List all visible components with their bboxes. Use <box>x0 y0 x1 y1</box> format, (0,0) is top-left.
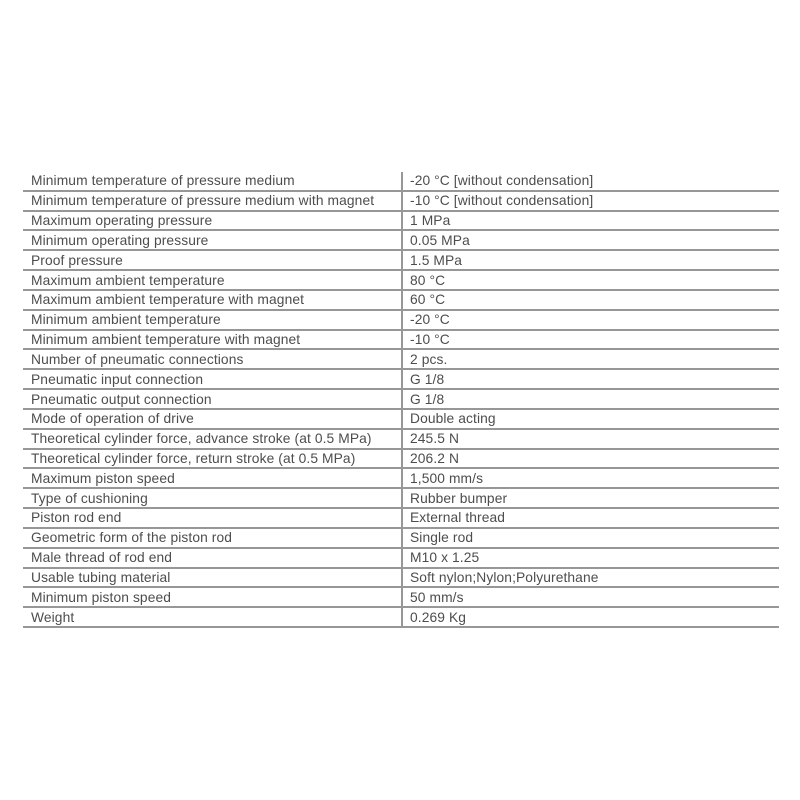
spec-value: 2 pcs. <box>401 350 779 368</box>
spec-row <box>23 331 779 351</box>
spec-label: Minimum ambient temperature <box>31 312 221 328</box>
spec-value: 206.2 N <box>401 450 779 468</box>
spec-row <box>23 509 779 529</box>
spec-label: Usable tubing material <box>31 569 171 585</box>
spec-row <box>23 231 779 251</box>
spec-row <box>23 588 779 608</box>
spec-value: Rubber bumper <box>401 489 779 507</box>
specification-table <box>23 172 779 628</box>
spec-value: 1 MPa <box>401 212 779 230</box>
spec-value: G 1/8 <box>401 390 779 408</box>
spec-value: -10 °C [without condensation] <box>401 192 779 210</box>
spec-label: Minimum operating pressure <box>31 232 209 248</box>
spec-label: Pneumatic output connection <box>31 391 212 407</box>
spec-label: Geometric form of the piston rod <box>31 530 233 546</box>
spec-value: 1.5 MPa <box>401 251 779 269</box>
spec-label: Piston rod end <box>31 510 122 526</box>
spec-row <box>23 192 779 212</box>
spec-row <box>23 271 779 291</box>
spec-row <box>23 430 779 450</box>
spec-value: 80 °C <box>401 271 779 289</box>
spec-label: Maximum ambient temperature <box>31 272 225 288</box>
spec-value: Single rod <box>401 529 779 547</box>
spec-row <box>23 390 779 410</box>
spec-value: -20 °C [without condensation] <box>401 172 779 190</box>
spec-value: External thread <box>401 509 779 527</box>
spec-row <box>23 251 779 271</box>
spec-label: Mode of operation of drive <box>31 411 194 427</box>
spec-value: M10 x 1.25 <box>401 549 779 567</box>
spec-row <box>23 311 779 331</box>
spec-row <box>23 350 779 370</box>
spec-row <box>23 450 779 470</box>
spec-value: Double acting <box>401 410 779 428</box>
spec-label: Male thread of rod end <box>31 550 173 566</box>
spec-label: Minimum temperature of pressure medium with magnet <box>31 193 375 209</box>
spec-label: Maximum piston speed <box>31 470 175 486</box>
spec-label: Maximum ambient temperature with magnet <box>31 292 305 308</box>
spec-value: 0.05 MPa <box>401 231 779 249</box>
spec-label: Number of pneumatic connections <box>31 351 244 367</box>
spec-row <box>23 469 779 489</box>
spec-row <box>23 370 779 390</box>
spec-value: G 1/8 <box>401 370 779 388</box>
spec-value: 50 mm/s <box>401 588 779 606</box>
spec-value: 60 °C <box>401 291 779 309</box>
spec-row <box>23 529 779 549</box>
spec-label: Theoretical cylinder force, advance stroke (at 0.5 MPa) <box>31 431 372 447</box>
spec-value: Soft nylon;Nylon;Polyurethane <box>401 569 779 587</box>
spec-row <box>23 212 779 232</box>
spec-label: Theoretical cylinder force, return stroke (at 0.5 MPa) <box>31 451 356 466</box>
spec-label: Type of cushioning <box>31 490 148 506</box>
spec-row <box>23 569 779 589</box>
spec-value: 0.269 Kg <box>401 608 779 626</box>
spec-row <box>23 410 779 430</box>
spec-row <box>23 608 779 628</box>
spec-value: -20 °C <box>401 311 779 329</box>
spec-label: Minimum ambient temperature with magnet <box>31 332 301 348</box>
spec-row <box>23 291 779 311</box>
spec-label: Minimum temperature of pressure medium <box>31 173 295 189</box>
spec-value: 245.5 N <box>401 430 779 448</box>
spec-label: Weight <box>31 609 75 625</box>
spec-value: 1,500 mm/s <box>401 469 779 487</box>
spec-label: Proof pressure <box>31 252 123 268</box>
spec-row <box>23 489 779 509</box>
spec-label: Pneumatic input connection <box>31 371 204 387</box>
spec-row <box>23 549 779 569</box>
spec-row <box>23 172 779 192</box>
spec-label: Maximum operating pressure <box>31 213 213 229</box>
spec-value: -10 °C <box>401 331 779 349</box>
spec-label: Minimum piston speed <box>31 589 172 605</box>
